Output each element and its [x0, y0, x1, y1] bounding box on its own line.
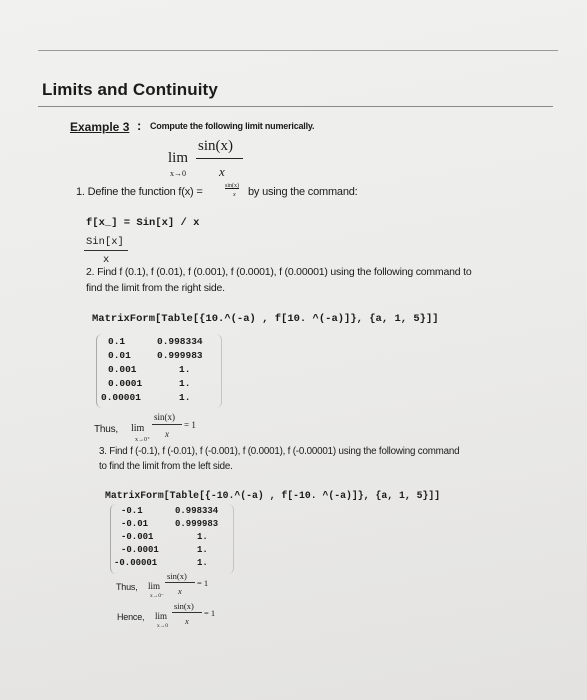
- step2-row5-f: 1.: [179, 392, 191, 403]
- example-description: Compute the following limit numerically.: [150, 121, 315, 131]
- step1-output-num: Sin[x]: [86, 236, 124, 248]
- step3-row1-f: 0.998334: [175, 506, 219, 516]
- step1-text-after: by using the command:: [248, 186, 358, 198]
- step3-code: MatrixForm[Table[{-10.^(-a) , f[-10. ^(-a)]}, {a, 1, 5}]]: [105, 490, 441, 501]
- hence-frac-bar: [172, 612, 202, 613]
- hence-frac-den: x: [185, 616, 189, 626]
- step2-row3-f: 1.: [179, 364, 191, 375]
- step2-frac-num: sin(x): [154, 412, 175, 422]
- example-colon: :: [137, 118, 142, 133]
- step3-frac-den: x: [178, 586, 182, 596]
- step3-row2-x: -0.01: [121, 519, 149, 529]
- step2-thus: Thus,: [94, 424, 119, 435]
- step2-row1-f: 0.998334: [157, 336, 203, 347]
- step3-row4-f: 1.: [197, 545, 208, 555]
- step2-row5-x: 0.00001: [101, 392, 141, 403]
- step3-row1-x: -0.1: [121, 506, 143, 516]
- step3-row3-x: -0.001: [121, 532, 154, 542]
- step3-row5-f: 1.: [197, 558, 208, 568]
- step3-lim-sub: x→0⁻: [150, 593, 164, 599]
- step2-frac-bar: [152, 424, 182, 425]
- step2-line1: 2. Find f (0.1), f (0.01), f (0.001), f (0.0001), f (0.00001) using the following command to: [86, 266, 472, 278]
- limit-subscript: x→0: [170, 169, 186, 178]
- example-label: Example 3: [70, 120, 130, 134]
- hence-frac-num: sin(x): [174, 601, 194, 611]
- step3-line1: 3. Find f (-0.1), f (-0.01), f (-0.001), f (0.0001), f (-0.00001) using the following command: [99, 446, 460, 457]
- step2-row2-f: 0.999983: [157, 350, 203, 361]
- step2-frac-den: x: [165, 429, 169, 439]
- step2-equals: = 1: [184, 420, 196, 430]
- step2-matrix-output: [96, 334, 222, 408]
- step2-row2-x: 0.01: [108, 350, 131, 361]
- page-title: Limits and Continuity: [42, 80, 218, 99]
- limit-fraction-bar: [196, 158, 243, 159]
- step2-lim: lim: [131, 423, 145, 434]
- step3-lim: lim: [148, 581, 161, 591]
- top-divider: [38, 50, 558, 51]
- step1-frac-den: x: [233, 192, 236, 198]
- limit-numerator: sin(x): [198, 138, 233, 154]
- step3-row2-f: 0.999983: [175, 519, 219, 529]
- step3-row3-f: 1.: [197, 532, 208, 542]
- step3-equals: = 1: [197, 578, 209, 588]
- hence-label: Hence,: [117, 612, 145, 622]
- step3-frac-num: sin(x): [167, 571, 187, 581]
- step1-output-bar: [84, 250, 128, 251]
- hence-lim: lim: [155, 611, 168, 621]
- step1-frac-num: sin(x): [225, 183, 239, 189]
- step3-matrix-output: [110, 504, 234, 574]
- step3-line2: to find the limit from the left side.: [99, 461, 233, 472]
- step3-row5-x: -0.00001: [114, 558, 158, 568]
- hence-lim-sub: x→0: [157, 623, 168, 629]
- step1-code: f[x_] = Sin[x] / x: [86, 217, 200, 229]
- title-rule: [38, 106, 553, 107]
- step2-lim-sub: x→0⁺: [135, 437, 151, 443]
- step1-text: 1. Define the function f(x) =: [76, 186, 203, 198]
- step2-code: MatrixForm[Table[{10.^(-a) , f[10. ^(-a)]}, {a, 1, 5}]]: [92, 313, 439, 325]
- step3-row4-x: -0.0001: [121, 545, 159, 555]
- hence-equals: = 1: [204, 608, 216, 618]
- limit-symbol: lim: [168, 150, 189, 166]
- step3-frac-bar: [165, 582, 195, 583]
- step2-line2: find the limit from the right side.: [86, 282, 225, 294]
- step2-row1-x: 0.1: [108, 336, 126, 347]
- step2-row4-f: 1.: [179, 378, 191, 389]
- step3-thus: Thus,: [116, 582, 138, 592]
- step2-row3-x: 0.001: [108, 364, 137, 375]
- step2-row4-x: 0.0001: [108, 378, 143, 389]
- limit-denominator: x: [219, 164, 225, 179]
- step1-output-den: x: [103, 254, 110, 266]
